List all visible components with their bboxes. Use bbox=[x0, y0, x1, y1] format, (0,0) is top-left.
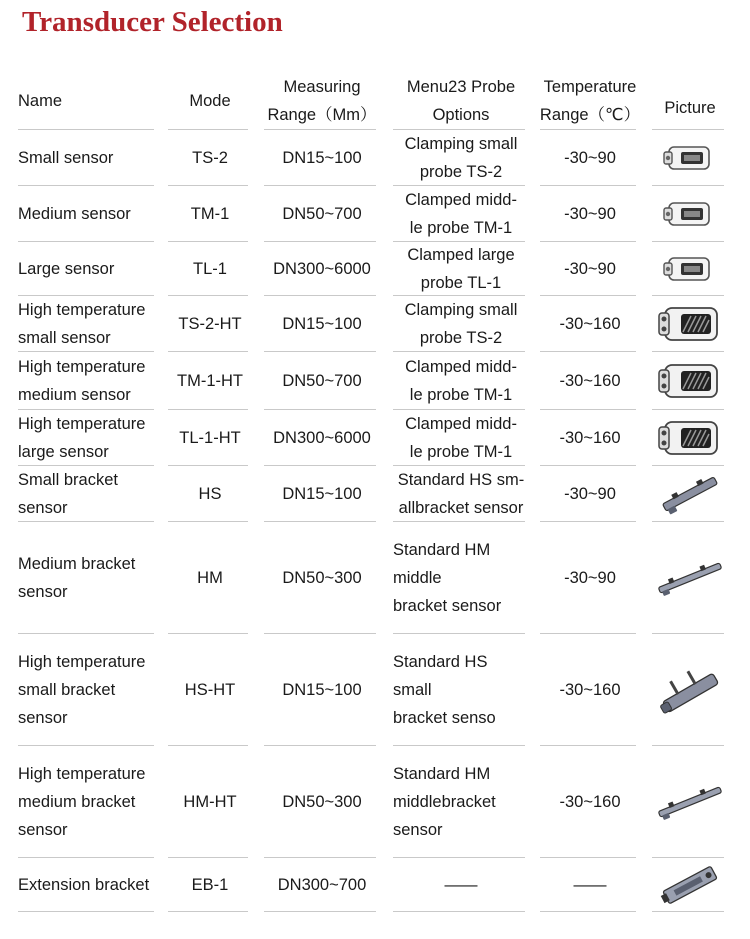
ht-bracket-sensor-icon bbox=[655, 665, 725, 715]
row-name bbox=[18, 242, 158, 296]
row-divider bbox=[264, 857, 376, 858]
header-temperature-line: Range（℃） bbox=[539, 106, 641, 124]
row-divider bbox=[168, 745, 248, 746]
row-mode bbox=[168, 466, 252, 522]
row-divider bbox=[264, 911, 376, 912]
header-temperature bbox=[540, 72, 640, 130]
row-options-line: le probe TM-1 bbox=[409, 443, 513, 461]
row-options bbox=[393, 466, 529, 522]
header-options bbox=[393, 72, 529, 130]
row-divider bbox=[264, 745, 376, 746]
row-divider bbox=[393, 351, 525, 352]
clamp-probe-small-icon bbox=[655, 189, 725, 239]
page-title: Transducer Selection bbox=[22, 6, 283, 38]
row-temperature-line: -30~160 bbox=[559, 315, 621, 333]
row-range bbox=[264, 242, 380, 296]
row-name-line: High temperature bbox=[18, 301, 146, 319]
row-options-line: probe TL-1 bbox=[420, 274, 502, 292]
row-divider bbox=[393, 295, 525, 296]
row-divider bbox=[18, 745, 154, 746]
row-divider bbox=[18, 857, 154, 858]
row-range bbox=[264, 410, 380, 466]
row-divider bbox=[18, 351, 154, 352]
clamp-probe-small-icon bbox=[655, 133, 725, 183]
row-name-line: High temperature bbox=[18, 415, 146, 433]
row-divider bbox=[540, 185, 636, 186]
row-divider bbox=[264, 633, 376, 634]
row-temperature bbox=[540, 296, 640, 352]
row-divider bbox=[168, 911, 248, 912]
row-name-line: High temperature bbox=[18, 765, 146, 783]
row-mode-line: TL-1-HT bbox=[179, 429, 241, 447]
row-name-line: sensor bbox=[18, 583, 68, 601]
row-name bbox=[18, 296, 158, 352]
row-temperature bbox=[540, 186, 640, 242]
row-name bbox=[18, 186, 158, 242]
row-mode bbox=[168, 352, 252, 410]
row-divider bbox=[540, 351, 636, 352]
row-name-line: medium bracket bbox=[18, 793, 136, 811]
header-name bbox=[18, 72, 158, 130]
row-mode bbox=[168, 634, 252, 746]
row-range-line: DN15~100 bbox=[282, 149, 362, 167]
row-options-line: Standard HM bbox=[393, 541, 491, 559]
clamp-probe-small-icon bbox=[655, 244, 725, 294]
row-mode bbox=[168, 410, 252, 466]
header-picture bbox=[652, 86, 728, 130]
ht-clamp-probe-icon bbox=[655, 356, 725, 406]
row-divider bbox=[652, 465, 724, 466]
header-temperature-line: Temperature bbox=[543, 78, 637, 96]
row-divider bbox=[18, 633, 154, 634]
row-options-line: middle bbox=[393, 569, 442, 587]
row-divider bbox=[264, 409, 376, 410]
row-options bbox=[393, 242, 529, 296]
row-mode-line: TS-2 bbox=[192, 149, 228, 167]
row-options bbox=[393, 634, 529, 746]
row-range-line: DN50~700 bbox=[282, 205, 362, 223]
row-divider bbox=[652, 745, 724, 746]
row-divider bbox=[393, 129, 525, 130]
header-mode-line: Mode bbox=[189, 92, 231, 110]
row-temperature-line: -30~160 bbox=[559, 681, 621, 699]
row-name bbox=[18, 858, 158, 912]
row-name-line: Small sensor bbox=[18, 149, 114, 167]
row-name-line: sensor bbox=[18, 821, 68, 839]
row-options-line: —— bbox=[444, 876, 478, 894]
row-mode bbox=[168, 186, 252, 242]
header-range-line: Measuring bbox=[283, 78, 361, 96]
row-mode bbox=[168, 296, 252, 352]
bracket-sensor-long-icon bbox=[655, 777, 725, 827]
row-options-line: Clamping small bbox=[404, 135, 518, 153]
row-divider bbox=[264, 241, 376, 242]
row-divider bbox=[168, 465, 248, 466]
row-range bbox=[264, 634, 380, 746]
row-divider bbox=[264, 129, 376, 130]
row-name bbox=[18, 130, 158, 186]
row-divider bbox=[264, 521, 376, 522]
row-mode-line: TL-1 bbox=[193, 260, 227, 278]
header-options-line: Menu23 Probe bbox=[406, 78, 516, 96]
row-temperature-line: -30~160 bbox=[559, 372, 621, 390]
row-range-line: DN50~700 bbox=[282, 372, 362, 390]
row-temperature-line: -30~90 bbox=[564, 569, 616, 587]
row-options bbox=[393, 522, 529, 634]
row-divider bbox=[264, 351, 376, 352]
row-options-line: bracket sensor bbox=[393, 597, 502, 615]
row-divider bbox=[18, 409, 154, 410]
row-temperature bbox=[540, 746, 640, 858]
row-divider bbox=[540, 911, 636, 912]
extension-bracket-icon bbox=[655, 860, 725, 910]
row-name bbox=[18, 352, 158, 410]
row-options-line: Clamping small bbox=[404, 301, 518, 319]
row-divider bbox=[540, 409, 636, 410]
row-temperature bbox=[540, 242, 640, 296]
row-mode bbox=[168, 242, 252, 296]
row-divider bbox=[264, 185, 376, 186]
row-options-line: Standard HS bbox=[393, 653, 488, 671]
row-divider bbox=[393, 409, 525, 410]
row-divider bbox=[652, 129, 724, 130]
header-name-line: Name bbox=[18, 92, 63, 110]
row-divider bbox=[393, 745, 525, 746]
row-range-line: DN50~300 bbox=[282, 569, 362, 587]
header-range bbox=[264, 72, 380, 130]
row-options-line: Standard HM bbox=[393, 765, 491, 783]
row-divider bbox=[168, 857, 248, 858]
row-options-line: Clamped large bbox=[407, 246, 515, 264]
bracket-sensor-long-icon bbox=[655, 553, 725, 603]
row-divider bbox=[393, 911, 525, 912]
row-options-line: Clamped midd- bbox=[405, 358, 517, 376]
row-divider bbox=[18, 465, 154, 466]
row-divider bbox=[168, 241, 248, 242]
row-name bbox=[18, 746, 158, 858]
row-divider bbox=[540, 633, 636, 634]
row-options-line: middlebracket bbox=[393, 793, 496, 811]
row-mode-line: HM bbox=[197, 569, 223, 587]
row-temperature-line: —— bbox=[573, 876, 607, 894]
row-name-line: sensor bbox=[18, 499, 68, 517]
row-mode-line: EB-1 bbox=[191, 876, 229, 894]
row-divider bbox=[652, 351, 724, 352]
row-divider bbox=[540, 465, 636, 466]
row-divider bbox=[393, 521, 525, 522]
row-range-line: DN15~100 bbox=[282, 315, 362, 333]
row-temperature-line: -30~160 bbox=[559, 793, 621, 811]
row-temperature bbox=[540, 634, 640, 746]
row-range bbox=[264, 746, 380, 858]
row-name-line: Medium bracket bbox=[18, 555, 136, 573]
row-options-line: probe TS-2 bbox=[419, 329, 503, 347]
row-name-line: High temperature bbox=[18, 653, 146, 671]
row-mode bbox=[168, 858, 252, 912]
row-divider bbox=[540, 745, 636, 746]
row-temperature bbox=[540, 466, 640, 522]
row-name-line: High temperature bbox=[18, 358, 146, 376]
row-temperature-line: -30~160 bbox=[559, 429, 621, 447]
row-divider bbox=[18, 129, 154, 130]
row-divider bbox=[652, 633, 724, 634]
row-name-line: large sensor bbox=[18, 443, 109, 461]
ht-clamp-probe-icon bbox=[655, 299, 725, 349]
row-name-line: Medium sensor bbox=[18, 205, 131, 223]
row-temperature bbox=[540, 858, 640, 912]
row-divider bbox=[652, 241, 724, 242]
row-mode-line: HM-HT bbox=[183, 793, 237, 811]
row-divider bbox=[540, 129, 636, 130]
row-mode bbox=[168, 130, 252, 186]
row-divider bbox=[18, 911, 154, 912]
row-divider bbox=[393, 185, 525, 186]
row-options bbox=[393, 296, 529, 352]
row-divider bbox=[652, 295, 724, 296]
row-name-line: small bracket bbox=[18, 681, 116, 699]
row-name-line: sensor bbox=[18, 709, 68, 727]
row-divider bbox=[168, 295, 248, 296]
row-divider bbox=[652, 911, 724, 912]
row-divider bbox=[168, 351, 248, 352]
row-temperature bbox=[540, 522, 640, 634]
row-options-line: le probe TM-1 bbox=[409, 386, 513, 404]
row-mode-line: TM-1 bbox=[190, 205, 230, 223]
row-divider bbox=[540, 241, 636, 242]
row-range-line: DN300~700 bbox=[277, 876, 367, 894]
row-options bbox=[393, 410, 529, 466]
bracket-sensor-icon bbox=[655, 469, 725, 519]
row-divider bbox=[393, 633, 525, 634]
ht-clamp-probe-icon bbox=[655, 413, 725, 463]
row-name bbox=[18, 634, 158, 746]
row-divider bbox=[652, 409, 724, 410]
row-mode-line: TM-1-HT bbox=[177, 372, 243, 390]
row-divider bbox=[652, 185, 724, 186]
row-mode bbox=[168, 746, 252, 858]
row-mode-line: HS-HT bbox=[184, 681, 236, 699]
row-name bbox=[18, 410, 158, 466]
header-picture-line: Picture bbox=[664, 99, 716, 117]
header-options-line: Options bbox=[432, 106, 490, 124]
row-divider bbox=[168, 129, 248, 130]
row-divider bbox=[393, 857, 525, 858]
row-range-line: DN15~100 bbox=[282, 485, 362, 503]
row-divider bbox=[652, 857, 724, 858]
row-mode-line: TS-2-HT bbox=[178, 315, 242, 333]
row-range-line: DN15~100 bbox=[282, 681, 362, 699]
row-options-line: allbracket sensor bbox=[398, 499, 524, 517]
row-divider bbox=[652, 521, 724, 522]
row-options-line: Clamped midd- bbox=[405, 191, 517, 209]
row-options-line: Standard HS sm- bbox=[397, 471, 525, 489]
row-divider bbox=[393, 241, 525, 242]
row-divider bbox=[18, 521, 154, 522]
row-range-line: DN300~6000 bbox=[273, 260, 371, 278]
row-options bbox=[393, 858, 529, 912]
row-name-line: Small bracket bbox=[18, 471, 118, 489]
row-divider bbox=[18, 241, 154, 242]
row-range bbox=[264, 296, 380, 352]
row-divider bbox=[168, 409, 248, 410]
row-range bbox=[264, 522, 380, 634]
row-temperature bbox=[540, 352, 640, 410]
row-options-line: probe TS-2 bbox=[419, 163, 503, 181]
row-divider bbox=[264, 465, 376, 466]
header-mode bbox=[168, 72, 252, 130]
row-range bbox=[264, 130, 380, 186]
row-divider bbox=[168, 633, 248, 634]
row-range-line: DN50~300 bbox=[282, 793, 362, 811]
row-name-line: small sensor bbox=[18, 329, 111, 347]
row-divider bbox=[18, 185, 154, 186]
row-name bbox=[18, 466, 158, 522]
row-divider bbox=[264, 295, 376, 296]
row-divider bbox=[168, 185, 248, 186]
row-range bbox=[264, 858, 380, 912]
row-temperature-line: -30~90 bbox=[564, 149, 616, 167]
row-divider bbox=[540, 295, 636, 296]
row-name-line: Extension bracket bbox=[18, 876, 150, 894]
row-name-line: Large sensor bbox=[18, 260, 115, 278]
row-temperature-line: -30~90 bbox=[564, 260, 616, 278]
row-divider bbox=[393, 465, 525, 466]
row-range-line: DN300~6000 bbox=[273, 429, 371, 447]
row-name bbox=[18, 522, 158, 634]
row-options bbox=[393, 130, 529, 186]
row-mode-line: HS bbox=[198, 485, 222, 503]
row-options-line: small bbox=[393, 681, 432, 699]
row-divider bbox=[18, 295, 154, 296]
row-temperature-line: -30~90 bbox=[564, 485, 616, 503]
row-temperature-line: -30~90 bbox=[564, 205, 616, 223]
row-options bbox=[393, 352, 529, 410]
row-options-line: le probe TM-1 bbox=[409, 219, 513, 237]
header-range-line: Range（Mm） bbox=[267, 106, 377, 124]
row-temperature bbox=[540, 130, 640, 186]
row-range bbox=[264, 352, 380, 410]
row-options-line: Clamped midd- bbox=[405, 415, 517, 433]
row-options-line: bracket senso bbox=[393, 709, 496, 727]
row-divider bbox=[168, 521, 248, 522]
row-range bbox=[264, 466, 380, 522]
row-options bbox=[393, 186, 529, 242]
row-mode bbox=[168, 522, 252, 634]
row-temperature bbox=[540, 410, 640, 466]
row-range bbox=[264, 186, 380, 242]
row-divider bbox=[540, 857, 636, 858]
row-name-line: medium sensor bbox=[18, 386, 131, 404]
row-options bbox=[393, 746, 529, 858]
row-divider bbox=[540, 521, 636, 522]
row-options-line: sensor bbox=[393, 821, 443, 839]
